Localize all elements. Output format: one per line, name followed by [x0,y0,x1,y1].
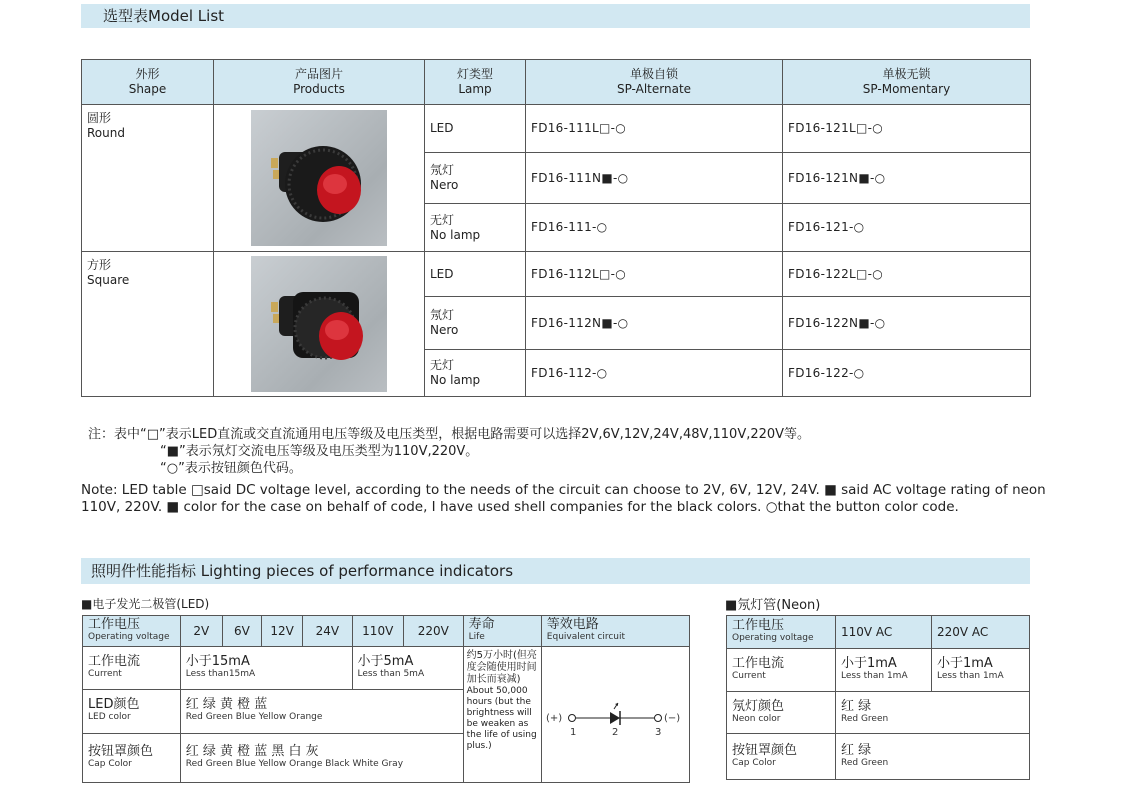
neon-color-value: 红 绿 Red Green [836,692,1030,734]
voltage-cell: 220V [403,616,463,647]
circuit-header: 等效电路 Equivalent circuit [541,616,689,647]
neon-section-heading: ■氖灯管(Neon) [725,598,821,613]
circuit-node-3: 3 [654,727,662,738]
header-lamp: 灯类型 Lamp [425,60,526,105]
neon-performance-table [726,615,1030,780]
cap-color-label: 按钮罩颜色 Cap Color [83,734,181,783]
neon-cap-color-label: 按钮罩颜色 Cap Color [727,734,836,780]
voltage-cell: 6V [222,616,261,647]
led-section-heading: ■电子发光二极管(LED) [81,597,210,611]
current-label: 工作电流 Current [83,647,181,690]
led-color-value: 红 绿 黄 橙 蓝 Red Green Blue Yellow Orange [180,689,463,734]
table-row [83,616,690,647]
round-button-image [251,110,387,246]
current-high-value: 小于5mA Less than 5mA [352,647,463,690]
circuit-plus-label: (+) [545,713,562,724]
table-row [727,649,1030,692]
header-sp-momentary: 单极无锁 SP-Momentary [783,60,1031,105]
table-header-row [82,60,1031,105]
lamp-cell: 氖灯 Nero [425,153,526,204]
neon-current-value: 小于1mA Less than 1mA [932,649,1030,692]
table-row [82,252,1031,297]
circuit-node-1: 1 [569,727,577,738]
performance-title: 照明件性能指标 Lighting pieces of performance indicators [91,562,514,580]
square-button-image [251,256,387,392]
performance-title-bar [81,558,1030,584]
model-list-title: 选型表Model List [103,7,225,25]
neon-current-value: 小于1mA Less than 1mA [836,649,932,692]
equivalent-circuit [541,647,689,783]
life-value: 约5万小时(但亮度会随使用时间加长而衰减) About 50,000 hours (but the brightness will be weaken as the life of using plus.) [463,647,541,783]
voltage-cell: 110V [352,616,403,647]
neon-color-label: 氖灯颜色 Neon color [727,692,836,734]
model-cell: FD16-122L□-○ [783,252,1031,297]
current-low-value: 小于15mA Less than15mA [180,647,352,690]
notes-cn-line2: “■”表示氖灯交流电压等级及电压类型为110V,220V。 [160,444,479,459]
table-row [727,616,1030,649]
square-button-photo [251,256,387,392]
neon-op-voltage-label: 工作电压 Operating voltage [727,616,836,649]
voltage-cell: 12V [262,616,303,647]
voltage-cell: 2V [180,616,222,647]
notes-cn-line3: “○”表示按钮颜色代码。 [160,461,302,476]
lamp-cell: LED [425,252,526,297]
model-cell: FD16-121N■-○ [783,153,1031,204]
neon-current-label: 工作电流 Current [727,649,836,692]
cap-color-value: 红 绿 黄 橙 蓝 黑 白 灰 Red Green Blue Yellow Orange Black White Gray [180,734,463,783]
neon-voltage-cell: 110V AC [836,616,932,649]
neon-cap-color-value: 红 绿 Red Green [836,734,1030,780]
lamp-cell: 无灯 No lamp [425,350,526,397]
led-color-label: LED颜色 LED color [83,689,181,734]
product-square-cell [214,252,425,397]
model-cell: FD16-121-○ [783,204,1031,252]
model-cell: FD16-111L□-○ [526,105,783,153]
model-cell: FD16-112N■-○ [526,297,783,350]
life-header: 寿命 Life [463,616,541,647]
lamp-cell: LED [425,105,526,153]
model-cell: FD16-111-○ [526,204,783,252]
led-circuit-diagram [542,647,686,779]
shape-square-cell: 方形 Square [82,252,214,397]
model-cell: FD16-111N■-○ [526,153,783,204]
table-row [727,692,1030,734]
model-cell: FD16-121L□-○ [783,105,1031,153]
header-products: 产品图片 Products [214,60,425,105]
notes-cn-line1: 注：表中“□”表示LED直流或交直流通用电压等级及电压类型，根据电路需要可以选择2V,6V,12V,24V,48V,110V,220V等。 [88,427,811,442]
table-row [82,105,1031,153]
model-cell: FD16-122-○ [783,350,1031,397]
model-cell: FD16-122N■-○ [783,297,1031,350]
model-cell: FD16-112-○ [526,350,783,397]
circuit-minus-label: (−) [663,713,680,724]
voltage-cell: 24V [303,616,352,647]
model-cell: FD16-112L□-○ [526,252,783,297]
shape-round-cell: 圆形 Round [82,105,214,252]
product-round-cell [214,105,425,252]
round-button-photo [251,110,387,246]
neon-voltage-cell: 220V AC [932,616,1030,649]
header-sp-alternate: 单极自锁 SP-Alternate [526,60,783,105]
op-voltage-label: 工作电压 Operating voltage [83,616,181,647]
table-row [727,734,1030,780]
table-row [83,647,690,690]
model-list-table [81,59,1031,397]
lamp-cell: 氖灯 Nero [425,297,526,350]
led-performance-table [82,615,690,783]
circuit-node-2: 2 [611,727,619,738]
model-list-title-bar [81,4,1030,28]
header-shape: 外形 Shape [82,60,214,105]
lamp-cell: 无灯 No lamp [425,204,526,252]
notes-en: Note: LED table □said DC voltage level, according to the needs of the circuit can choose to 2V, 6V, 12V, 24V. ■ said AC voltage rating of neon 110V, 220V. ■ color for the case on behalf of code, I have used shell companies for the black colors. ○that the button color code. [81,482,1046,515]
